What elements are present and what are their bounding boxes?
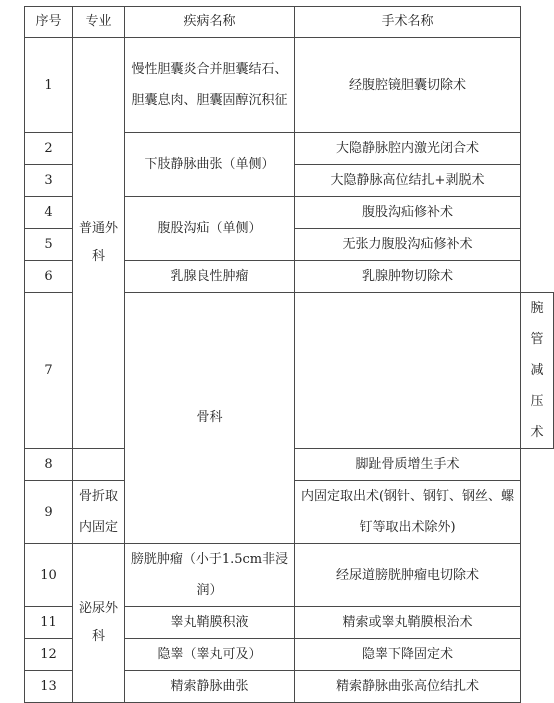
specialty-ortho: 骨科 [125,293,295,544]
surgery-cell: 经尿道膀胱肿瘤电切除术 [295,544,521,607]
surgery-cell: 脚趾骨质增生手术 [295,449,521,481]
disease-cell: 隐睾（睾丸可及） [125,639,295,671]
disease-cell [295,293,521,449]
surgery-table [24,6,554,703]
row-index: 8 [25,449,73,481]
disease-cell: 骨折取内固定 [73,481,125,544]
surgery-table-container [24,6,554,703]
disease-cell: 精索静脉曲张 [125,671,295,703]
surgery-cell: 大隐静脉腔内激光闭合术 [295,133,521,165]
row-index: 11 [25,607,73,639]
specialty-uro: 泌尿外科 [73,544,125,703]
surgery-cell: 经腹腔镜胆囊切除术 [295,38,521,133]
header-specialty: 专业 [73,7,125,38]
row-index: 1 [25,38,73,133]
row-index: 4 [25,197,73,229]
disease-cell: 膀胱肿瘤（小于1.5cm非浸润） [125,544,295,607]
row-index: 9 [25,481,73,544]
row-index: 7 [25,293,73,449]
disease-cell: 腹股沟疝（单侧） [125,197,295,261]
specialty-general: 普通外科 [73,38,125,449]
header-surgery: 手术名称 [295,7,521,38]
disease-cell: 慢性胆囊炎合并胆囊结石、胆囊息肉、胆囊固醇沉积征 [125,38,295,133]
header-index: 序号 [25,7,73,38]
surgery-cell: 隐睾下降固定术 [295,639,521,671]
row-index: 6 [25,261,73,293]
header-row [25,7,554,38]
disease-cell: 睾丸鞘膜积液 [125,607,295,639]
row-index: 5 [25,229,73,261]
surgery-cell: 精索静脉曲张高位结扎术 [295,671,521,703]
row-index: 10 [25,544,73,607]
disease-cell [73,449,125,481]
surgery-cell: 腹股沟疝修补术 [295,197,521,229]
surgery-cell: 乳腺肿物切除术 [295,261,521,293]
surgery-cell: 无张力腹股沟疝修补术 [295,229,521,261]
row-index: 13 [25,671,73,703]
row-index: 2 [25,133,73,165]
header-disease: 疾病名称 [125,7,295,38]
table-row [25,544,554,607]
surgery-cell: 精索或睾丸鞘膜根治术 [295,607,521,639]
disease-cell: 乳腺良性肿瘤 [125,261,295,293]
surgery-cell: 腕管减压术 [521,293,554,449]
surgery-cell: 内固定取出术(钢针、钢钉、钢丝、螺钉等取出术除外) [295,481,521,544]
surgery-cell: 大隐静脉高位结扎+剥脱术 [295,165,521,197]
row-index: 3 [25,165,73,197]
row-index: 12 [25,639,73,671]
disease-cell: 下肢静脉曲张（单侧） [125,133,295,197]
table-row [25,38,554,133]
